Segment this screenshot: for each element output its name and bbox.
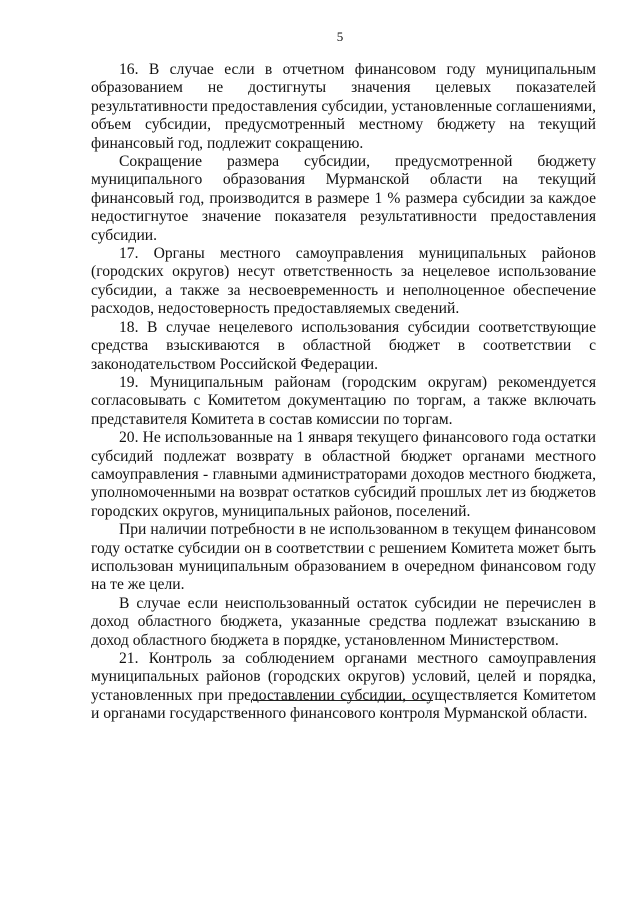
page-number: 5 bbox=[336, 29, 344, 44]
paragraph-21: 21. Контроль за соблюдением органами местного самоуправления муниципальных районов (городских округов) условий, целей и порядка, установленных при предоставлении субсидии, осуществляется Комитетом и органами государственного финансового контроля Мурманской области. bbox=[91, 650, 596, 723]
end-of-text-rule bbox=[253, 700, 433, 701]
document-body bbox=[91, 61, 596, 724]
paragraph-16-reduction: Сокращение размера субсидии, предусмотренной бюджету муниципального образования Мурманской области на текущий финансовый год, производится в размере 1 % размера субсидии за каждое недостигнутое значение показателя результативности предоставления субсидии. bbox=[91, 153, 596, 244]
paragraph-19: 19. Муниципальным районам (городским округам) рекомендуется согласовывать с Комитетом документацию по торгам, а также включать представителя Комитета в состав комиссии по торгам. bbox=[91, 373, 596, 428]
paragraph-18: 18. В случае нецелевого использования субсидии соответствующие средства взыскиваются в областной бюджет в соответствии с законодательством Российской Федерации. bbox=[91, 318, 596, 373]
paragraph-17: 17. Органы местного самоуправления муниципальных районов (городских округов) несут ответственность за нецелевое использование субсидии, а также за несвоевременность и неполноценное обеспечение расходов, недостоверность предоставляемых сведений. bbox=[91, 245, 596, 318]
paragraph-16: 16. В случае если в отчетном финансовом году муниципальным образованием не достигнуты значения целевых показателей результативности предоставления субсидии, установленные соглашениями, объем субсидии, предусмотренный местному бюджету на текущий финансовый год, подлежит сокращению. bbox=[91, 61, 596, 152]
paragraph-20: 20. Не использованные на 1 января текущего финансового года остатки субсидий подлежат возврату в областной бюджет органами местного самоуправления - главными администраторами доходов местного бюджета, уполномоченными на возврат остатков субсидий прошлых лет из бюджетов городских округов, муниципальных районов, поселений. bbox=[91, 429, 596, 520]
paragraph-20-recovery: В случае если неиспользованный остаток субсидии не перечислен в доход областного бюджета, указанные средства подлежат взысканию в доход областного бюджета в порядке, установленном Министерством. bbox=[91, 594, 596, 649]
paragraph-20-remaining-need: При наличии потребности в не использованном в текущем финансовом году остатке субсидии он в соответствии с решением Комитета может быть использован муниципальным образованием в очередном финансовом году на те же цели. bbox=[91, 521, 596, 594]
